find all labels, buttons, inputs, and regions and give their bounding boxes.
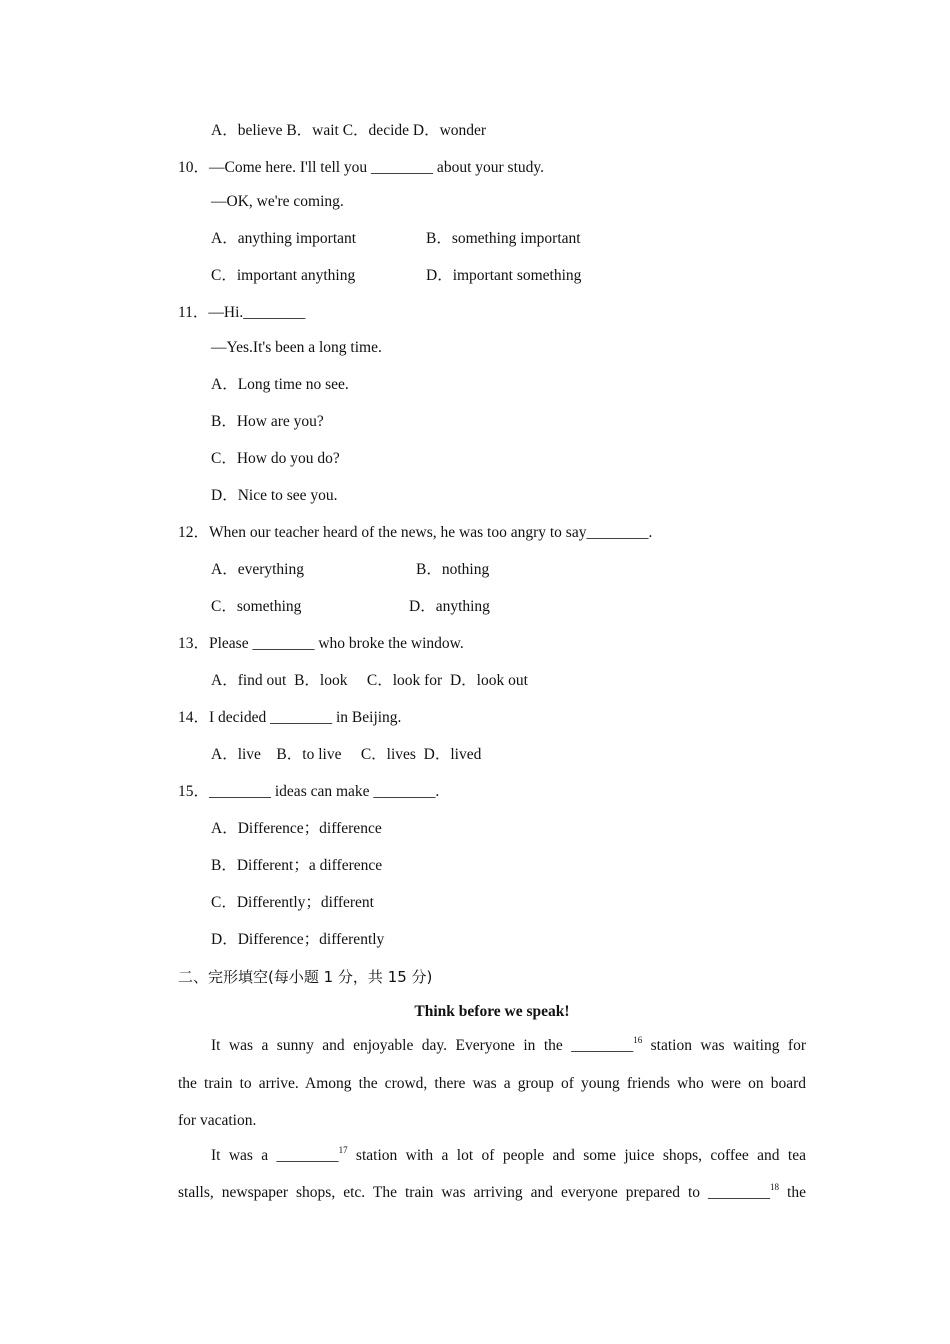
- passage-p1-line1: [178, 1036, 806, 1056]
- passage-p2-line2: [178, 1183, 806, 1203]
- q10-stem: 10．—Come here. I'll tell you ________ about your study.: [178, 159, 544, 176]
- section-heading: 二、完形填空(每小题 1 分，共 15 分): [178, 968, 433, 986]
- blank-number-18: 18: [770, 1182, 780, 1192]
- p2-line2-text-a: stalls, newspaper shops, etc. The train was arriving and everyone prepared to ________: [178, 1184, 771, 1201]
- q12-option-c: C．something: [211, 598, 302, 615]
- q15-option-a: A．Difference；difference: [211, 820, 382, 837]
- passage-p1-line2: the train to arrive. Among the crowd, there was a group of young friends who were on board: [178, 1075, 806, 1092]
- q12-stem: 12．When our teacher heard of the news, he was too angry to say________.: [178, 524, 653, 541]
- q10-option-d: D．important something: [426, 267, 582, 284]
- q11-stem: 11．—Hi.________: [178, 304, 306, 321]
- p2-line1-text-b: station with a lot of people and some juice shops, coffee and tea: [347, 1147, 806, 1164]
- q12-option-d: D．anything: [409, 598, 490, 615]
- blank-number-16: 16: [633, 1035, 643, 1045]
- q15-option-b: B．Different；a difference: [211, 857, 383, 874]
- q10-option-c: C．important anything: [211, 267, 356, 284]
- q15-stem: 15．________ ideas can make ________.: [178, 783, 440, 800]
- q15-option-d: D．Difference；differently: [211, 931, 385, 948]
- q11-option-a: A．Long time no see.: [211, 376, 349, 393]
- p1-line1-text-b: station was waiting for: [642, 1037, 806, 1054]
- q11-option-c: C．How do you do?: [211, 450, 340, 467]
- q11-option-d: D．Nice to see you.: [211, 487, 338, 504]
- p2-line1-text-a: It was a ________: [211, 1147, 339, 1164]
- q14-stem: 14．I decided ________ in Beijing.: [178, 709, 402, 726]
- q13-stem: 13．Please ________ who broke the window.: [178, 635, 464, 652]
- p1-line1-text-a: It was a sunny and enjoyable day. Everyone in the ________: [211, 1037, 634, 1054]
- q12-option-a: A．everything: [211, 561, 304, 578]
- q12-option-b: B．nothing: [416, 561, 490, 578]
- passage-p2-line1: [178, 1146, 806, 1166]
- q14-options: A．live B．to live C．lives D．lived: [211, 746, 482, 763]
- q10-option-b: B．something important: [426, 230, 581, 247]
- passage-title: Think before we speak!: [414, 1003, 570, 1020]
- passage-p1-line3: for vacation.: [178, 1112, 257, 1129]
- q10-option-a: A．anything important: [211, 230, 357, 247]
- q11-option-b: B．How are you?: [211, 413, 324, 430]
- p2-line2-text-b: the: [779, 1184, 806, 1201]
- q9-options: A．believe B．wait C．decide D．wonder: [211, 122, 487, 139]
- blank-number-17: 17: [338, 1145, 348, 1155]
- q15-option-c: C．Differently；different: [211, 894, 374, 911]
- q11-reply: —Yes.It's been a long time.: [211, 339, 382, 356]
- q10-reply: —OK, we're coming.: [211, 193, 344, 210]
- q13-options: A．find out B．look C．look for D．look out: [211, 672, 528, 689]
